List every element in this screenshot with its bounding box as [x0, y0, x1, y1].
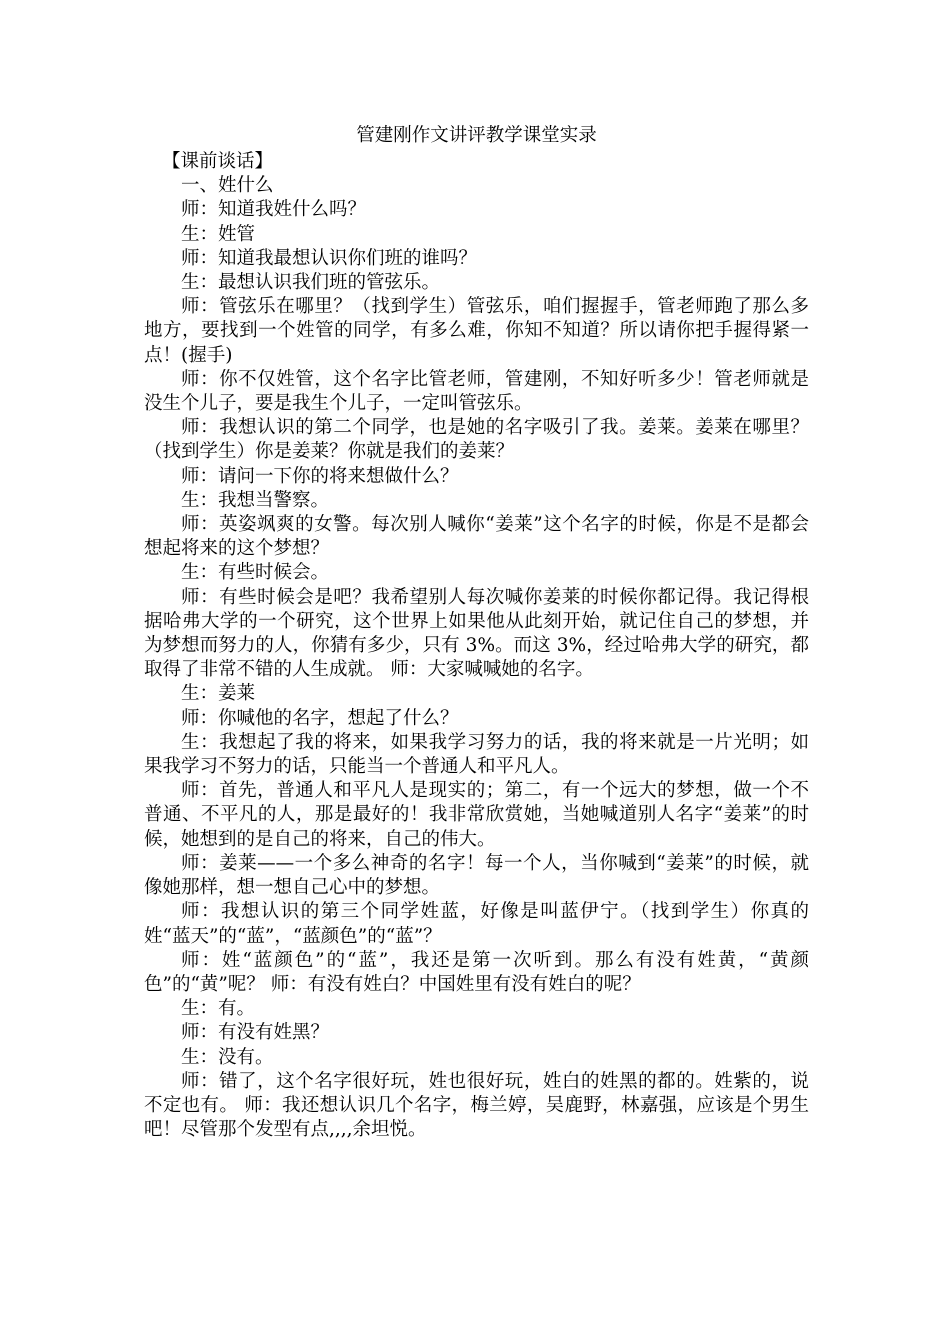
- paragraph: 师：我想认识的第二个同学，也是她的名字吸引了我。姜莱。姜莱在哪里？（找到学生）你是姜莱？你就是我们的姜莱？: [144, 417, 809, 463]
- paragraph: 生：没有。: [181, 1046, 274, 1068]
- paragraph: 生：我想起了我的将来，如果我学习努力的话，我的将来就是一片光明；如果我学习不努力的话，只能当一个普通人和平凡人。: [144, 731, 809, 778]
- paragraph: 生：姜莱: [181, 683, 256, 705]
- paragraph: 生：我想当警察。: [181, 489, 330, 511]
- paragraph: 师：请问一下你的将来想做什么？: [181, 465, 459, 487]
- paragraph: 生：有些时候会。: [181, 562, 330, 584]
- paragraph: 师：你不仅姓管，这个名字比管老师，管建刚，不知好听多少！管老师就是没生个儿子，要是我生个儿子，一定叫管弦乐。: [144, 368, 809, 415]
- paragraph: 师：首先，普通人和平凡人是现实的；第二，有一个远大的梦想，做一个不普通、不平凡的人，那是最好的！我非常欣赏她，当她喊道别人名字“姜莱”的时候，她想到的是自己的将来，自己的伟大。: [144, 780, 809, 850]
- paragraph: 师：有没有姓黑？: [181, 1022, 330, 1044]
- paragraph: 师：英姿飒爽的女警。每次别人喊你“姜莱”这个名字的时候，你是不是都会想起将来的这个梦想？: [144, 514, 809, 560]
- paragraph: 生：姓管: [181, 223, 256, 245]
- section-heading: 【课前谈话】: [162, 151, 274, 172]
- paragraph: 一、姓什么: [181, 175, 274, 197]
- paragraph: 师：姓“蓝颜色”的“蓝”，我还是第一次听到。那么有没有姓黄，“黄颜色”的“黄”呢？ 师：有没有姓白？中国姓里有没有姓白的呢？: [144, 949, 809, 995]
- paragraph: 生：最想认识我们班的管弦乐。: [181, 272, 441, 294]
- document-body: [144, 124, 809, 1142]
- paragraph: 师：我想认识的第三个同学姓蓝，好像是叫蓝伊宁。（找到学生）你真的姓“蓝天”的“蓝”，“蓝颜色”的“蓝”？: [144, 901, 809, 947]
- paragraph: 师：错了，这个名字很好玩，姓也很好玩，姓白的姓黑的都的。姓紫的，说不定也有。 师：我还想认识几个名字，梅兰婷，吴鹿野，林嘉强，应该是个男生吧！尽管那个发型有点,,,,余坦悦。: [144, 1070, 809, 1141]
- paragraph: 师：你喊他的名字，想起了什么？: [181, 707, 459, 729]
- paragraph: 师：知道我姓什么吗？: [181, 199, 367, 221]
- paragraph: 生：有。: [181, 998, 256, 1020]
- document-title: 管建刚作文讲评教学课堂实录: [356, 125, 597, 146]
- paragraph: 师：有些时候会是吧？我希望别人每次喊你姜莱的时候你都记得。我记得根据哈弗大学的一个研究，这个世界上如果他从此刻开始，就记住自己的梦想，并为梦想而努力的人，你猜有多少，只有 3%。而这 3%，经过哈弗大学的研究，都取得了非常不错的人生成就。 师：大家喊喊她的名字。: [144, 586, 809, 681]
- paragraph: 师：管弦乐在哪里？（找到学生）管弦乐，咱们握握手，管老师跑了那么多地方，要找到一个姓管的同学，有多么难，你知不知道？所以请你把手握得紧一点！(握手): [144, 296, 809, 366]
- paragraph: 师：知道我最想认识你们班的谁吗？: [181, 247, 478, 269]
- paragraph: 师：姜莱——一个多么神奇的名字！每一个人，当你喊到“姜莱”的时候，就像她那样，想一想自己心中的梦想。: [144, 852, 809, 899]
